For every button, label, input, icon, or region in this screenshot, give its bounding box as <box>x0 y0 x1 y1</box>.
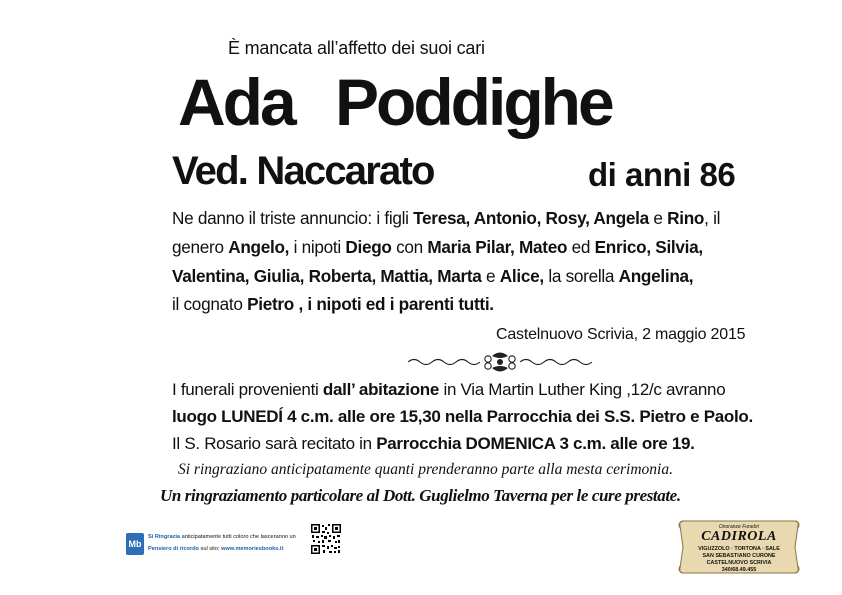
fun-text: Il S. Rosario sarà recitato in <box>172 434 377 453</box>
memorie-highlight: Pensiero di ricordo <box>148 546 199 552</box>
ann-text: e <box>481 266 500 286</box>
ann-names: Diego <box>345 237 392 257</box>
ann-names: Enrico, Silvia, <box>594 237 703 257</box>
ann-names: Valentina, Giulia, Roberta, Mattia, Marta <box>172 266 482 286</box>
funeral-home-logo <box>677 518 801 576</box>
qr-code-icon[interactable] <box>310 523 342 555</box>
ann-text: i nipoti <box>289 237 346 257</box>
ann-names: Rino <box>667 208 705 228</box>
fun-text: I funerali provenienti <box>172 380 323 399</box>
intro-text: È mancata all’affetto dei suoi cari <box>228 38 485 58</box>
funeral-home-phone: 340/68.49.455 <box>721 567 757 573</box>
ann-text: , il <box>704 208 721 228</box>
funeral-line-3 <box>172 432 695 456</box>
first-name: Ada <box>178 65 294 139</box>
funeral-home-subtitle: Onoranze Funebri <box>718 524 760 530</box>
announcement-line-3 <box>172 264 693 288</box>
ann-text: genero <box>172 237 229 257</box>
fun-bold: Parrocchia DOMENICA 3 c.m. alle ore 19. <box>376 434 695 453</box>
ann-names: Pietro , i nipoti ed i parenti tutti. <box>247 294 494 314</box>
memorie-text: sul sito: <box>198 546 222 552</box>
ann-names: Teresa, Antonio, Rosy, Angela <box>413 208 649 228</box>
ann-names: Alice, <box>499 266 544 286</box>
memorie-line-1 <box>148 534 296 540</box>
thanks-special: Un ringraziamento particolare al Dott. Guglielmo Taverna per le cure prestate. <box>160 486 681 505</box>
age-text: di anni 86 <box>588 156 736 193</box>
fun-bold: dall’ abitazione <box>322 380 440 399</box>
memorie-text: anticipatamente tutti coloro che lasceranno un <box>180 534 296 540</box>
memoriesbooks-notice <box>126 530 296 560</box>
memoriesbooks-logo-icon: Mb <box>126 533 144 555</box>
ann-names: Maria Pilar, Mateo <box>427 237 568 257</box>
ann-text: con <box>391 237 428 257</box>
last-name: Poddighe <box>335 65 612 139</box>
funeral-line-1 <box>172 378 725 402</box>
funeral-line-2: luogo LUNEDÍ 4 c.m. alle ore 15,30 nella Parrocchia dei S.S. Pietro e Paolo. <box>172 407 753 426</box>
thanks-general: Si ringraziano anticipatamente quanti prenderanno parte alla mesta cerimonia. <box>178 461 673 478</box>
ann-names: Angelina, <box>618 266 694 286</box>
place-date: Castelnuovo Scrivia, 2 maggio 2015 <box>496 326 746 343</box>
ann-text: e <box>648 208 668 228</box>
memorie-highlight: Si Ringrazia <box>148 534 181 540</box>
announcement-line-1 <box>172 206 720 230</box>
ann-names: Angelo, <box>228 237 290 257</box>
fun-text: in Via Martin Luther King ,12/c avranno <box>439 380 726 399</box>
ann-text: la sorella <box>543 266 619 286</box>
ann-text: il cognato <box>172 294 248 314</box>
funeral-home-name: CADIROLA <box>701 529 777 544</box>
ann-text: Ne danno il triste annuncio: i figli <box>172 208 414 228</box>
ann-text: ed <box>567 237 595 257</box>
ornamental-divider <box>400 350 600 374</box>
deceased-name <box>178 62 612 142</box>
funeral-home-towns: SAN SEBASTIANO CURONE <box>702 553 776 559</box>
memorie-line-2 <box>148 546 283 552</box>
announcement-line-2 <box>172 235 703 259</box>
funeral-home-towns: VIGUZZOLO · TORTONA · SALE <box>698 546 780 552</box>
funeral-home-towns: CASTELNUOVO SCRIVIA <box>706 560 772 566</box>
memorie-website-link[interactable]: www.memoriesbooks.it <box>221 546 284 552</box>
married-name: Ved. Naccarato <box>172 149 434 193</box>
announcement-line-4 <box>172 292 494 316</box>
